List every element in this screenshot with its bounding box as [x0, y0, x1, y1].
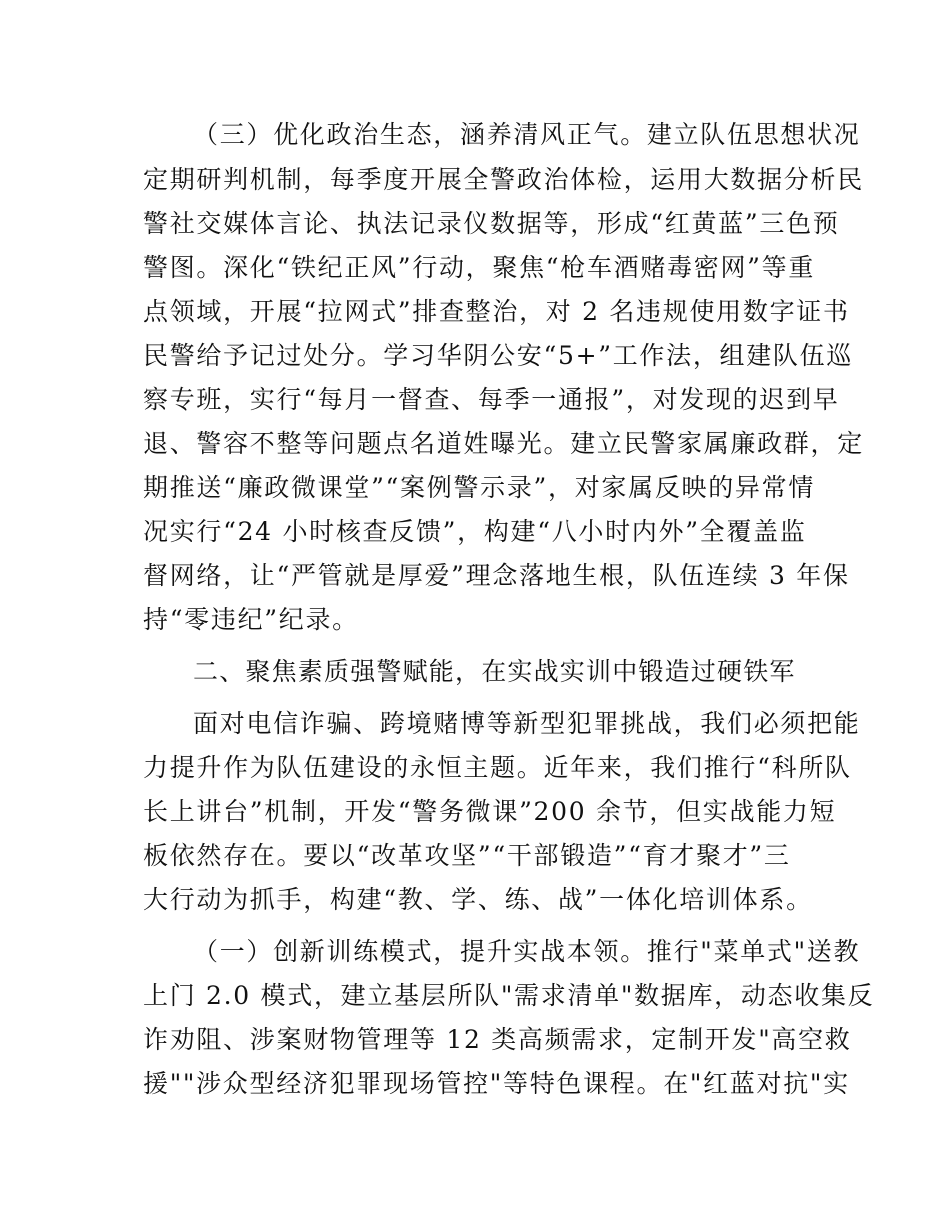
paragraph-line: 持“零违纪”纪录。 [143, 605, 359, 634]
paragraph-line: 民警给予记过处分。学习华阴公安“5+”工作法，组建队伍巡 [143, 341, 854, 370]
paragraph-line: 援""涉众型经济犯罪现场管控"等特色课程。在"红蓝对抗"实 [143, 1069, 850, 1098]
paragraph-line: 上门 2.0 模式，建立基层所队"需求清单"数据库，动态收集反 [143, 981, 875, 1010]
paragraph-line: 退、警容不整等问题点名道姓曝光。建立民警家属廉政群，定 [143, 429, 864, 458]
paragraph-line: 警社交媒体言论、执法记录仪数据等，形成“红黄蓝”三色预 [143, 209, 840, 238]
paragraph-line: 诈劝阻、涉案财物管理等 12 类高频需求，定制开发"高空救 [143, 1025, 852, 1054]
paragraph-line: （三）优化政治生态，涵养清风正气。建立队伍思想状况 [193, 120, 861, 149]
paragraph-line: 大行动为抓手，构建“教、学、练、战”一体化培训体系。 [143, 885, 813, 914]
paragraph-line: 点领域，开展“拉网式”排查整治，对 2 名违规使用数字证书 [143, 297, 850, 326]
paragraph-line: 督网络，让“严管就是厚爱”理念落地生根，队伍连续 3 年保 [143, 561, 850, 590]
paragraph-line: 力提升作为队伍建设的永恒主题。近年来，我们推行“科所队 [143, 753, 852, 782]
section-heading: 二、聚焦素质强警赋能，在实战实训中锻造过硬铁军 [193, 657, 796, 686]
paragraph-line: （一）创新训练模式，提升实战本领。推行"菜单式"送教 [193, 937, 861, 966]
paragraph-line: 况实行“24 小时核查反馈”，构建“八小时内外”全覆盖监 [143, 517, 807, 546]
paragraph-line: 面对电信诈骗、跨境赌博等新型犯罪挑战，我们必须把能 [193, 709, 861, 738]
paragraph-line: 察专班，实行“每月一督查、每季一通报”，对发现的迟到早 [143, 385, 840, 414]
paragraph-line: 长上讲台”机制，开发“警务微课”200 余节，但实战能力短 [143, 797, 837, 826]
paragraph-line: 定期研判机制，每季度开展全警政治体检，运用大数据分析民 [143, 165, 864, 194]
paragraph-line: 板依然存在。要以“改革攻坚”“干部锻造”“育才聚才”三 [143, 841, 791, 870]
paragraph-line: 警图。深化“铁纪正风”行动，聚焦“枪车酒赌毒密网”等重 [143, 253, 816, 282]
paragraph-line: 期推送“廉政微课堂”“案例警示录”，对家属反映的异常情 [143, 473, 816, 502]
